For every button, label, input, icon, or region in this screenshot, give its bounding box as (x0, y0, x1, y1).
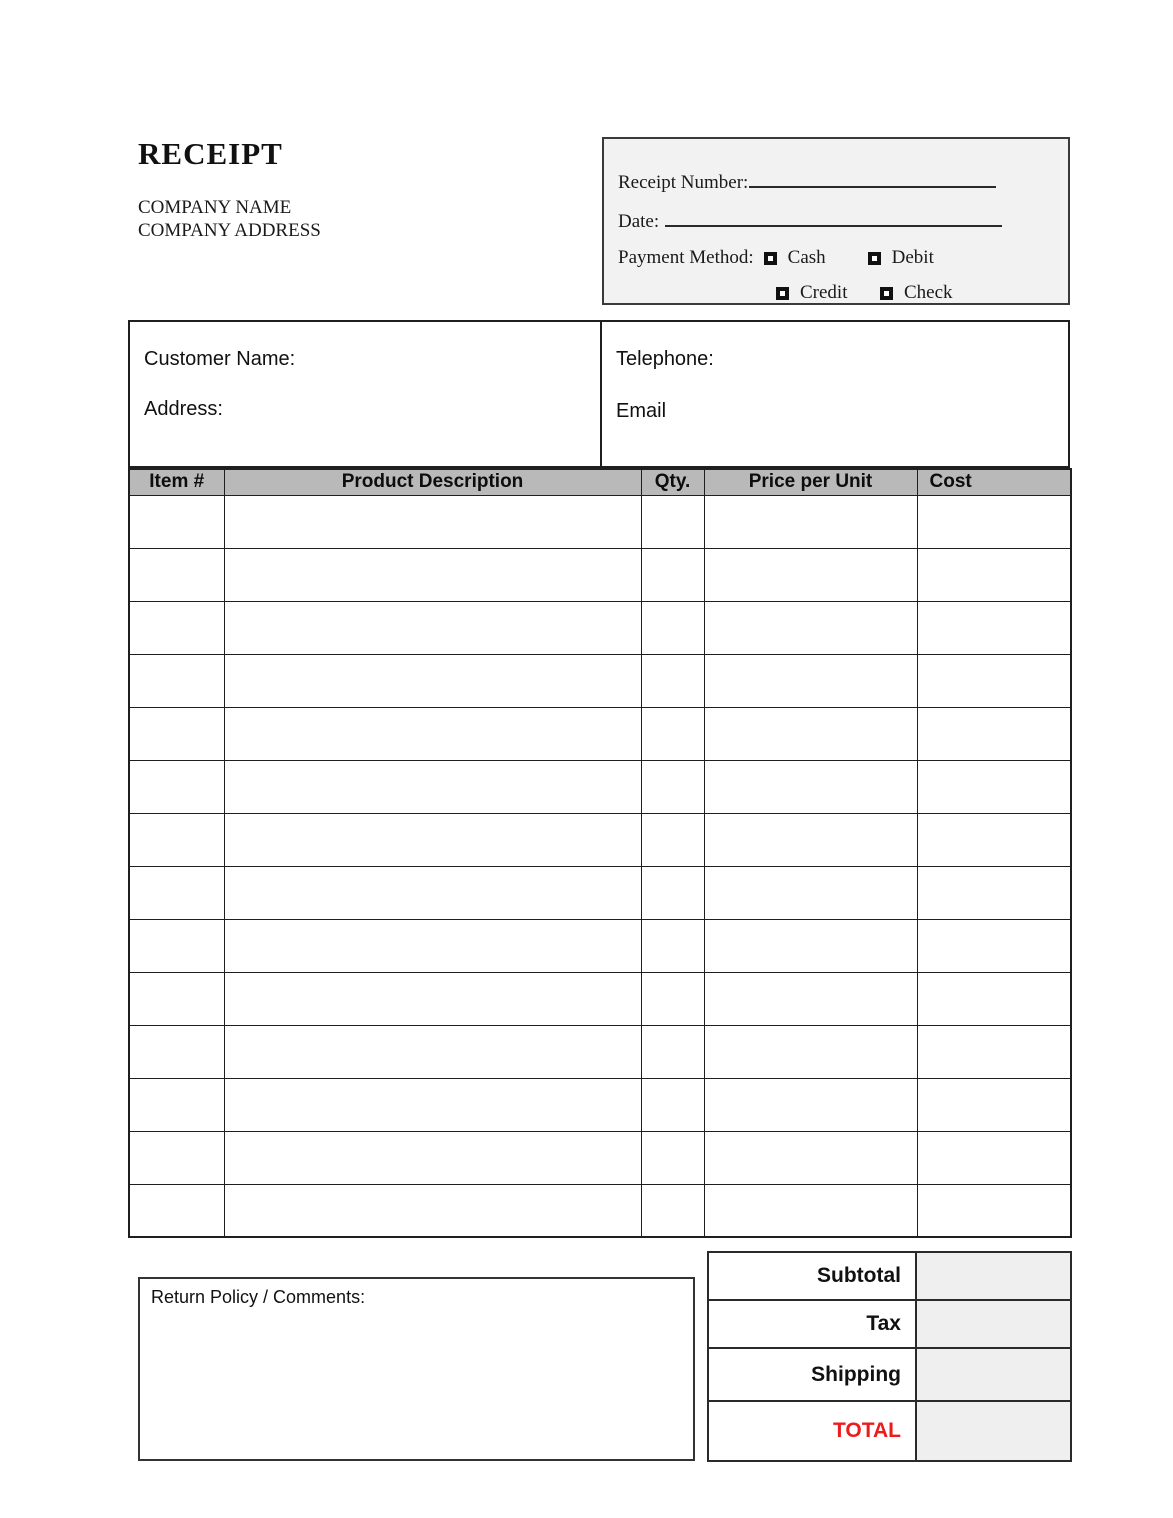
item-cell[interactable] (129, 548, 224, 601)
item-cell[interactable] (704, 813, 917, 866)
payment-option-credit (776, 282, 880, 304)
item-cell[interactable] (129, 972, 224, 1025)
payment-option-debit (868, 247, 934, 269)
item-cell[interactable] (641, 495, 704, 548)
item-row (129, 813, 1071, 866)
item-cell[interactable] (224, 1078, 641, 1131)
totals-table (707, 1251, 1072, 1462)
payment-option-cash (764, 247, 868, 269)
item-cell[interactable] (917, 1131, 1071, 1184)
item-cell[interactable] (129, 919, 224, 972)
receipt-number-row (618, 169, 1054, 194)
page-title: RECEIPT (138, 136, 283, 171)
item-cell[interactable] (641, 813, 704, 866)
item-cell[interactable] (641, 1025, 704, 1078)
col-header-qty: Qty. (641, 469, 704, 495)
item-cell[interactable] (224, 654, 641, 707)
item-cell[interactable] (641, 1184, 704, 1237)
item-cell[interactable] (224, 601, 641, 654)
item-cell[interactable] (129, 866, 224, 919)
item-cell[interactable] (917, 601, 1071, 654)
debit-label: Debit (891, 247, 934, 268)
receipt-number-field[interactable] (749, 169, 996, 188)
date-row (618, 208, 1054, 233)
item-row (129, 1025, 1071, 1078)
shipping-value-cell[interactable] (916, 1348, 1071, 1401)
item-cell[interactable] (129, 1184, 224, 1237)
item-cell[interactable] (641, 707, 704, 760)
item-cell[interactable] (224, 707, 641, 760)
item-row (129, 919, 1071, 972)
item-row (129, 866, 1071, 919)
item-cell[interactable] (224, 1184, 641, 1237)
date-field[interactable] (665, 208, 1002, 227)
item-row (129, 1131, 1071, 1184)
company-name: COMPANY NAME (138, 197, 292, 218)
item-cell[interactable] (917, 654, 1071, 707)
item-cell[interactable] (129, 707, 224, 760)
item-cell[interactable] (917, 972, 1071, 1025)
item-cell[interactable] (224, 866, 641, 919)
payment-method-row (618, 247, 1054, 269)
check-checkbox-icon[interactable] (880, 287, 893, 300)
shipping-label: Shipping (708, 1348, 916, 1401)
item-cell[interactable] (641, 972, 704, 1025)
item-cell[interactable] (917, 866, 1071, 919)
tax-row (708, 1300, 1071, 1348)
item-cell[interactable] (917, 1025, 1071, 1078)
credit-checkbox-icon[interactable] (776, 287, 789, 300)
total-label: TOTAL (708, 1401, 916, 1461)
item-cell[interactable] (704, 495, 917, 548)
item-cell[interactable] (129, 495, 224, 548)
total-row (708, 1401, 1071, 1461)
items-table-body (129, 495, 1071, 1237)
item-cell[interactable] (224, 919, 641, 972)
comments-label: Return Policy / Comments: (151, 1287, 366, 1307)
item-cell[interactable] (917, 1078, 1071, 1131)
item-cell[interactable] (129, 1025, 224, 1078)
item-row (129, 548, 1071, 601)
payment-method-label: Payment Method: (618, 247, 754, 268)
item-cell[interactable] (704, 972, 917, 1025)
item-cell[interactable] (224, 495, 641, 548)
customer-telephone-label: Telephone: (616, 348, 714, 370)
item-cell[interactable] (224, 813, 641, 866)
item-cell[interactable] (129, 1078, 224, 1131)
item-cell[interactable] (704, 654, 917, 707)
item-row (129, 495, 1071, 548)
item-cell[interactable] (129, 760, 224, 813)
item-cell[interactable] (704, 919, 917, 972)
item-cell[interactable] (704, 601, 917, 654)
item-cell[interactable] (917, 707, 1071, 760)
item-cell[interactable] (641, 866, 704, 919)
item-cell[interactable] (917, 548, 1071, 601)
cash-label: Cash (787, 247, 826, 268)
comments-box[interactable] (138, 1277, 695, 1461)
item-cell[interactable] (129, 1131, 224, 1184)
item-row (129, 760, 1071, 813)
col-header-cost: Cost (917, 469, 1071, 495)
item-cell[interactable] (224, 1131, 641, 1184)
col-header-item-number: Item # (129, 469, 224, 495)
item-cell[interactable] (704, 866, 917, 919)
debit-checkbox-icon[interactable] (868, 252, 881, 265)
shipping-row (708, 1348, 1071, 1401)
item-row (129, 1184, 1071, 1237)
item-cell[interactable] (129, 654, 224, 707)
item-cell[interactable] (129, 601, 224, 654)
item-row (129, 707, 1071, 760)
customer-box-divider (600, 322, 602, 466)
payment-method-row-2 (618, 282, 1054, 304)
customer-address-label: Address: (144, 398, 223, 420)
cash-checkbox-icon[interactable] (764, 252, 777, 265)
total-value-cell[interactable] (916, 1401, 1071, 1461)
item-cell[interactable] (224, 1025, 641, 1078)
credit-label: Credit (800, 282, 848, 303)
items-table-header-row (129, 469, 1071, 495)
col-header-price-per-unit: Price per Unit (704, 469, 917, 495)
date-label: Date: (618, 211, 660, 232)
item-row (129, 1078, 1071, 1131)
item-cell[interactable] (129, 813, 224, 866)
payment-option-check (880, 282, 953, 304)
company-address: COMPANY ADDRESS (138, 220, 321, 241)
item-cell[interactable] (641, 760, 704, 813)
item-cell[interactable] (704, 1025, 917, 1078)
item-cell[interactable] (641, 601, 704, 654)
customer-name-label: Customer Name: (144, 348, 296, 370)
item-cell[interactable] (224, 972, 641, 1025)
item-cell[interactable] (224, 760, 641, 813)
customer-email-label: Email (616, 400, 667, 422)
item-cell[interactable] (917, 760, 1071, 813)
item-cell[interactable] (641, 1131, 704, 1184)
item-cell[interactable] (917, 1184, 1071, 1237)
check-label: Check (904, 282, 953, 303)
item-cell[interactable] (641, 548, 704, 601)
item-cell[interactable] (917, 813, 1071, 866)
tax-label: Tax (708, 1300, 916, 1348)
item-row (129, 654, 1071, 707)
company-block (138, 196, 321, 242)
receipt-number-label: Receipt Number: (618, 172, 749, 193)
items-table (128, 468, 1072, 1238)
item-cell[interactable] (224, 548, 641, 601)
item-cell[interactable] (641, 654, 704, 707)
item-row (129, 601, 1071, 654)
subtotal-label: Subtotal (708, 1252, 916, 1300)
col-header-product-description: Product Description (224, 469, 641, 495)
item-row (129, 972, 1071, 1025)
item-cell[interactable] (641, 919, 704, 972)
subtotal-row (708, 1252, 1071, 1300)
item-cell[interactable] (704, 548, 917, 601)
item-cell[interactable] (704, 1184, 917, 1237)
item-cell[interactable] (641, 1078, 704, 1131)
item-cell[interactable] (917, 495, 1071, 548)
subtotal-value-cell[interactable] (916, 1252, 1071, 1300)
tax-value-cell[interactable] (916, 1300, 1071, 1348)
item-cell[interactable] (917, 919, 1071, 972)
item-cell[interactable] (704, 760, 917, 813)
item-cell[interactable] (704, 1078, 917, 1131)
receipt-info-panel (602, 137, 1070, 305)
item-cell[interactable] (704, 707, 917, 760)
customer-info-box (128, 320, 1070, 468)
item-cell[interactable] (704, 1131, 917, 1184)
